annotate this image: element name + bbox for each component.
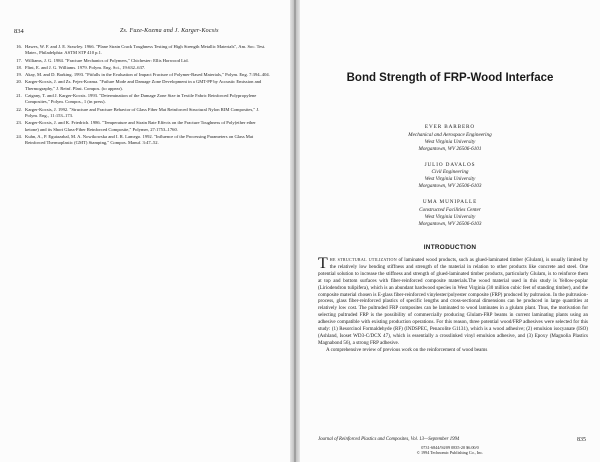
- author-entry: [312, 199, 588, 228]
- reference-item: [12, 44, 270, 57]
- reference-text: Karger-Kocsis, J. and K. Friedrich. 1986. "Temperature and Strain Rate Effects on the Fracture Toughness of Poly(ether ether ketone) and its Short Glass-Fiber Reinforced Composite," Polymer, 27:1753–1760.: [25, 120, 256, 132]
- reference-number: 17.: [16, 57, 22, 63]
- reference-text: Flint, E. and J. G. Williams. 1979. Polym. Eng. Sci., 19:632–637.: [25, 64, 146, 70]
- author-affiliation-line: West Virginia University: [424, 138, 476, 145]
- author-name: EVER BARBERO: [424, 124, 476, 130]
- reference-text: Czigany, T. and J. Karger-Kocsis. 1993. "Determination of the Damage Zone Size in Textile Fabric Reinforced Polypropylene Composites," Polym. Compos., 1 (in press).: [25, 93, 257, 105]
- author-affiliation-line: Constructed Facilities Center: [419, 206, 481, 213]
- running-head: Zs. Fuze-Kozma and J. Karger-Kocsis: [120, 28, 219, 34]
- footer-copyright: © 1994 Technomic Publishing Co., Inc.: [416, 450, 484, 456]
- reference-item: [12, 65, 270, 71]
- intro-text: of laminated wood products, such as glued-laminated timber (Glulam), is usually limited by the relatively low bending stiffness and strength of the material in relation to other products like concrete and steel. One potential solution to increase the stiffness and strength of glued-laminated timber products, particularly Glulam, is to reinforce them at top and bottom surfaces with fiber-reinforced composite materials.The wood material used in this study is Yellow-poplar (Liriodendron tulipifera), which is an abundant hardwood species in West Virginia (30 million cubic feet of standing timber), and the composite material chosen is E-glass fiber-reinforced vinylester/polyester composite (FRP) produced by pultrusion. In the pultrusion-process, glass fiber-reinforced plastics of specific lengths and cross-sectional dimensions can be produced in large quantities at relatively low cost. The pultruded FRP composites can be laminated to wood laminates in a glulam plant. Thus, the motivation for selecting pultruded FRP is the possibility of commercially producing Glulam-FRP beams in current laminating plants using an adhesive compatible with existing production operations. For this reason, three potential wood/FRP adhesives were selected for this study: (1) Resorcinol Formaldehyde (RF) (INDSPEC, Penacolite G1131), which is a wood adhesive; (2) emulsion isocyanate (ISO) (Ashland, Isoset WD3-C/DCX 47), which is essentially a crosslinked vinyl emulsion adhesive, and (3) Epoxy (Magnolia Plastics Magnabond 56), a strong FRP adhesive.: [318, 257, 588, 346]
- reference-number: 24.: [16, 133, 22, 139]
- reference-text: Williams, J. G. 1984. "Fracture Mechanics of Polymers," Chichester: Ellis Horwood Ltd.: [25, 57, 189, 63]
- reference-text: Karger-Kocsis, J. and Zs. Fejes-Kozma. "Failure Mode and Damage Zone Development in a GMT-PP by Acoustic Emission and Thermography," J. Reinf. Plast. Compos. (to appear).: [25, 79, 262, 91]
- reference-text: Kuhn, A., P. Eguiazabal, M. A. Nowikowska and I. R. Lamego. 1992. "Influence of the Processing Parameters on Glass Mat Reinforced Thermoplastic (GMT) Stamping," Compos. Manuf. 3:47–52.: [25, 133, 254, 146]
- intro-body: [318, 257, 588, 354]
- reference-item: [12, 79, 270, 92]
- reference-item: [12, 120, 270, 133]
- left-page: [0, 0, 290, 462]
- footer-journal: Journal of Reinforced Plastics and Composites, Vol. 13—September 1994: [318, 437, 460, 442]
- author-affiliation-line: Morgantown, WV 26506-6103: [418, 183, 482, 189]
- author-name: UMA MUNIPALLE: [422, 199, 478, 205]
- reference-item: [12, 93, 270, 106]
- right-page-number: 835: [577, 437, 586, 443]
- reference-number: 18.: [16, 64, 22, 70]
- author-affiliation-line: West Virginia University: [424, 213, 476, 220]
- reference-number: 20.: [16, 79, 22, 85]
- author-entry: [312, 162, 588, 191]
- reference-item: [12, 134, 270, 147]
- author-affiliation-line: Civil Engineering: [431, 169, 469, 175]
- author-affiliation-line: West Virginia University: [424, 176, 476, 182]
- author-affiliation-line: Morgantown, WV 26506-6101: [418, 145, 482, 152]
- book-gutter: [290, 0, 300, 462]
- reference-number: 16.: [16, 44, 22, 49]
- drop-cap: T: [318, 255, 328, 272]
- footer-issn: 0731-6844/94/09 0835-20 $6.00/0: [421, 445, 479, 450]
- article-title: Bond Strength of FRP-Wood Interface: [346, 72, 554, 84]
- author-affiliation-line: Morgantown, WV 26506-6103: [418, 220, 482, 227]
- intro-smallcaps: he structural utilization: [329, 257, 397, 263]
- reference-text: Hawes, W. F. and J. E. Srawley. 1966. "Plane Strain Crack Toughness Testing of High Strength Metallic Materials", Am. Soc. Test. Mater., Philadelphia: ASTM STP 410 p.1.: [25, 44, 266, 56]
- reference-text: Akay, M. and D. Barking. 1993. "Pitfalls in the Evaluation of Impact Fracture of Polymer-Based Materials," Polym. Eng. 7:394–404.: [25, 72, 270, 78]
- author-affiliation-line: Mechanical and Aerospace Engineering: [408, 131, 492, 138]
- reference-number: 21.: [16, 93, 22, 99]
- reference-item: [12, 72, 270, 78]
- reference-number: 19.: [16, 72, 22, 78]
- reference-list: [12, 44, 270, 147]
- intro-paragraph: [318, 257, 588, 347]
- left-page-number: 834: [14, 28, 24, 35]
- author-entry: [312, 124, 588, 153]
- author-block: [312, 124, 588, 237]
- reference-number: 23.: [16, 120, 22, 126]
- intro-paragraph-2: A comprehensive review of previous work on the reinforcement of wood beams: [326, 346, 488, 353]
- reference-item: [12, 58, 270, 64]
- section-heading: INTRODUCTION: [423, 244, 477, 251]
- footer-meta: [312, 445, 588, 456]
- author-name: JULIO DAVALOS: [424, 161, 476, 168]
- reference-number: 22.: [16, 106, 22, 112]
- reference-text: Karger-Kocsis, J. 1992. "Structure and Fracture Behavior of Glass Fiber Mat Reinforced Structural Nylon RIM Composites," J. Polym. Eng., 11:153–173.: [25, 106, 260, 118]
- reference-item: [12, 107, 270, 120]
